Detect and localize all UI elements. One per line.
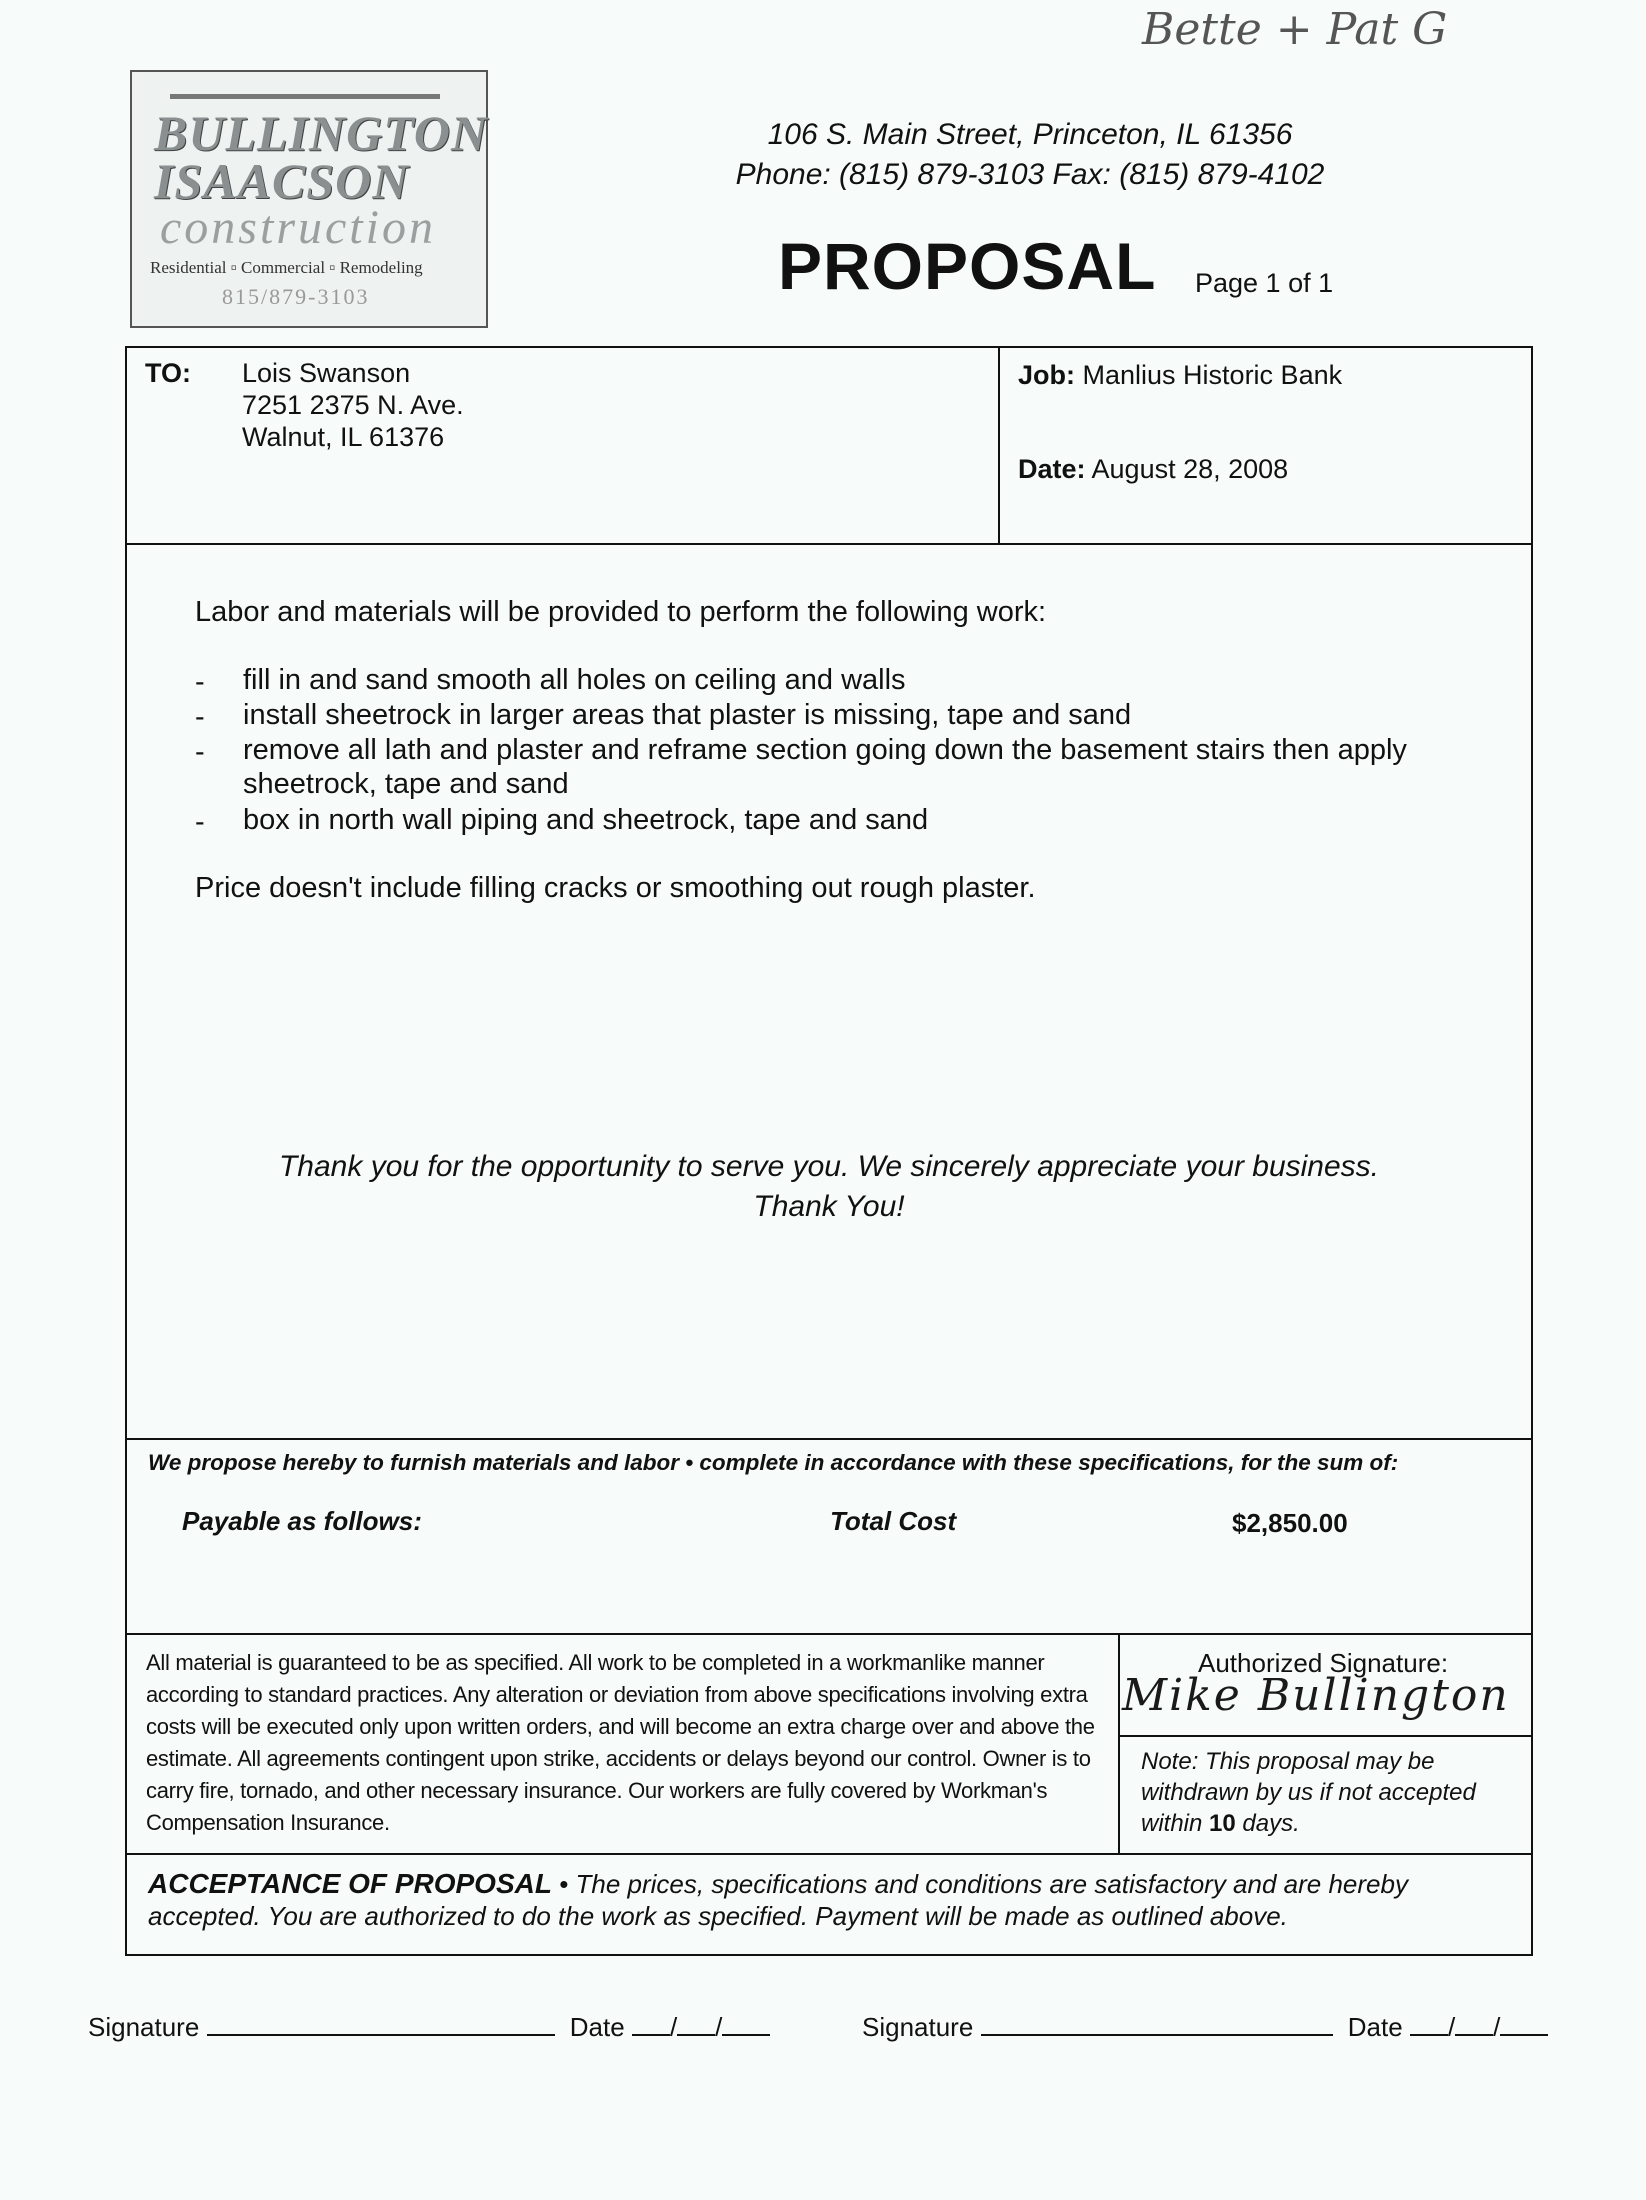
company-phone-fax: Phone: (815) 879-3103 Fax: (815) 879-4102 bbox=[735, 158, 1325, 191]
date-day-field[interactable] bbox=[1455, 2010, 1493, 2036]
work-intro: Labor and materials will be provided to perform the following work: bbox=[195, 596, 1047, 628]
company-logo bbox=[130, 70, 488, 328]
to-name: Lois Swanson bbox=[242, 358, 411, 388]
frame-top bbox=[125, 346, 1533, 348]
work-item: remove all lath and plaster and reframe section going down the basement stairs then apply sheetrock, tape and sand bbox=[243, 734, 1407, 800]
withdrawal-note-end: days. bbox=[1235, 1810, 1300, 1837]
thank-you-message: Thank you for the opportunity to serve you. We sincerely appreciate your business. bbox=[278, 1150, 1380, 1183]
job-label: Job: bbox=[1018, 360, 1075, 390]
signature-field[interactable] bbox=[207, 2010, 555, 2036]
date-year-field[interactable] bbox=[722, 2010, 770, 2036]
work-item: fill in and sand smooth all holes on ceiling and walls bbox=[243, 664, 906, 696]
frame-line-pricing bbox=[125, 1438, 1533, 1440]
thank-you-closing: Thank You! bbox=[753, 1190, 905, 1223]
date-year-field[interactable] bbox=[1500, 2010, 1548, 2036]
to-label: TO: bbox=[145, 358, 191, 388]
frame-divider-signature bbox=[1118, 1633, 1120, 1855]
bullet-dash: - bbox=[195, 701, 205, 733]
payable-label: Payable as follows: bbox=[182, 1506, 422, 1536]
date-separator: / bbox=[669, 2012, 678, 2042]
page-number: Page 1 of 1 bbox=[1195, 268, 1334, 298]
logo-line-1: BULLINGTON bbox=[154, 105, 489, 161]
signature-line bbox=[1120, 1735, 1533, 1737]
frame-line-header bbox=[125, 543, 1533, 545]
date-separator: / bbox=[715, 2012, 723, 2042]
company-address: 106 S. Main Street, Princeton, IL 61356 bbox=[767, 118, 1293, 151]
total-cost-value: $2,850.00 bbox=[1232, 1508, 1348, 1538]
bullet-dash: - bbox=[195, 666, 205, 698]
date-separator: / bbox=[1493, 2012, 1501, 2042]
signature-label: Signature bbox=[88, 2012, 200, 2042]
bullet-dash: - bbox=[195, 806, 205, 838]
withdrawal-note-text: Note: This proposal may be withdrawn by us if not accepted within bbox=[1141, 1748, 1476, 1837]
work-item: install sheetrock in larger areas that plaster is missing, tape and sand bbox=[243, 699, 1132, 731]
pricing-statement: We propose hereby to furnish materials and labor • complete in accordance with these specifications, for the sum of: bbox=[148, 1450, 1399, 1475]
date-field-label: Date bbox=[569, 2012, 625, 2042]
document-title: PROPOSAL bbox=[778, 229, 1157, 303]
acceptance-heading: ACCEPTANCE OF PROPOSAL bbox=[148, 1868, 552, 1899]
frame-bottom bbox=[125, 1954, 1533, 1956]
date-month-field[interactable] bbox=[1410, 2010, 1448, 2036]
signature-field[interactable] bbox=[981, 2010, 1333, 2036]
to-city: Walnut, IL 61376 bbox=[242, 422, 445, 452]
date-field-label: Date bbox=[1347, 2012, 1403, 2042]
frame-line-terms bbox=[125, 1633, 1533, 1635]
customer-signature-row-2 bbox=[862, 2010, 1548, 2043]
bullet-dash: - bbox=[195, 736, 205, 768]
total-cost-label: Total Cost bbox=[830, 1506, 957, 1536]
frame-line-acceptance bbox=[125, 1853, 1533, 1855]
frame-divider-to-job bbox=[998, 346, 1000, 544]
withdrawal-days: 10 bbox=[1209, 1810, 1236, 1837]
logo-line-3: construction bbox=[160, 201, 436, 254]
withdrawal-note bbox=[1141, 1746, 1491, 1839]
date-value: August 28, 2008 bbox=[1091, 454, 1289, 484]
date-label: Date: bbox=[1018, 454, 1086, 484]
work-item: box in north wall piping and sheetrock, tape and sand bbox=[243, 804, 929, 836]
date-separator: / bbox=[1447, 2012, 1456, 2042]
date-day-field[interactable] bbox=[677, 2010, 715, 2036]
work-note: Price doesn't include filling cracks or smoothing out rough plaster. bbox=[195, 872, 1036, 904]
date-month-field[interactable] bbox=[632, 2010, 670, 2036]
customer-signature-row-1 bbox=[88, 2010, 770, 2043]
logo-bar bbox=[170, 94, 440, 99]
authorized-signature: Mike Bullington bbox=[1122, 1670, 1510, 1721]
to-street: 7251 2375 N. Ave. bbox=[242, 390, 464, 420]
logo-services: Residential ▫ Commercial ▫ Remodeling bbox=[150, 258, 423, 277]
logo-phone: 815/879-3103 bbox=[222, 284, 370, 309]
authorized-signature-label: Authorized Signature: bbox=[1198, 1648, 1449, 1678]
acceptance-section bbox=[148, 1868, 1518, 1932]
job-value: Manlius Historic Bank bbox=[1082, 360, 1343, 390]
signature-label: Signature bbox=[862, 2012, 974, 2042]
terms-text: All material is guaranteed to be as specified. All work to be completed in a workmanlike manner according to standard practices. Any alteration or deviation from above specifications involving extra costs will be executed only upon written orders, and will become an extra charge over and above the estimate. All agreements contingent upon strike, accidents or delays beyond our control. Owner is to carry fire, tornado, and other necessary insurance. Our workers are fully covered by Workman's Compensation Insurance. bbox=[146, 1650, 1095, 1835]
handwritten-note: Bette + Pat G bbox=[1142, 4, 1448, 55]
logo-line-2: ISAACSON bbox=[154, 153, 410, 209]
acceptance-text: • The prices, specifications and conditions are satisfactory and are hereby accepted. You are authorized to do the work as specified. Payment will be made as outlined above. bbox=[148, 1869, 1408, 1931]
